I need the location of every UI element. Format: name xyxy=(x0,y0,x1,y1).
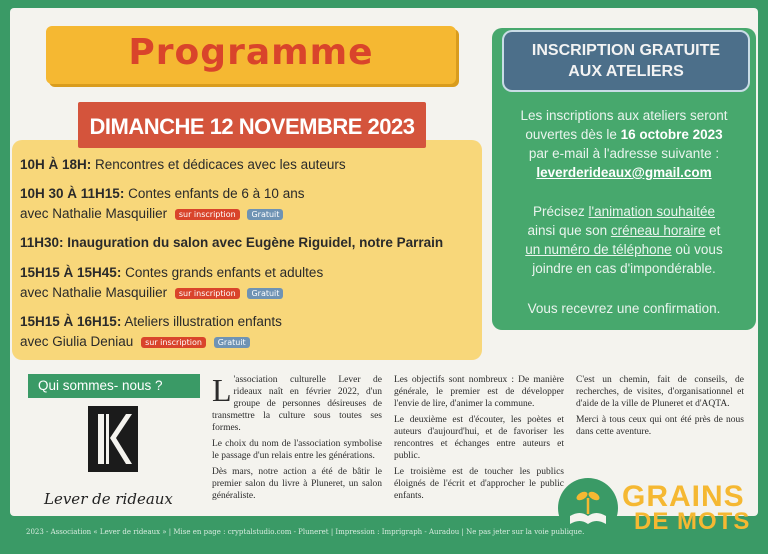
about-paragraph: Merci à tous ceux qui ont été près de nous dans cette aventure. xyxy=(576,415,744,437)
about-paragraph: Le choix du nom de l'association symbolise le passage d'un relais entre les générations. xyxy=(212,439,382,461)
schedule-host: avec Nathalie Masquilier xyxy=(20,206,168,221)
inscription-title xyxy=(504,40,748,82)
schedule-text: Ateliers illustration enfants xyxy=(121,314,282,329)
inscription-tag: sur inscription xyxy=(175,209,240,220)
about-column-1 xyxy=(212,374,382,506)
association-logo xyxy=(86,404,140,474)
inscription-text: où vous xyxy=(671,242,723,257)
inscription-paragraph-1 xyxy=(496,106,752,182)
programme-title: Programme xyxy=(128,32,374,73)
footer-credits: 2023 - Association « Lever de rideaux » | Mise en page : cryptalstudio.com - Pluneret | Impression : Imprigraph - Auradou | Ne pas jeter sur la voie publique. xyxy=(26,528,585,536)
schedule-item xyxy=(20,235,443,250)
inscription-text: ouvertes dès le xyxy=(525,127,621,142)
schedule-item xyxy=(20,265,323,280)
inscription-tag: sur inscription xyxy=(141,337,206,348)
logo-name: Lever de rideaux xyxy=(44,490,173,508)
inscription-text: par e-mail à l'adresse suivante : xyxy=(528,146,720,161)
schedule-host: avec Nathalie Masquilier xyxy=(20,285,168,300)
schedule-item xyxy=(20,186,304,201)
schedule-item xyxy=(20,314,282,329)
schedule-text: Contes grands enfants et adultes xyxy=(121,265,324,280)
drop-cap: L xyxy=(212,372,232,408)
schedule-text: Rencontres et dédicaces avec les auteurs xyxy=(91,157,346,172)
about-paragraph xyxy=(212,374,382,434)
free-tag: Gratuit xyxy=(247,209,283,220)
schedule-time: 10H À 18H: xyxy=(20,157,92,172)
inscription-paragraph-2 xyxy=(496,202,752,278)
brand-line2: DE MOTS xyxy=(634,508,751,535)
inscription-text: créneau horaire xyxy=(610,223,706,238)
inscription-text xyxy=(496,221,752,240)
schedule-time: 15H15 À 16H15: xyxy=(20,314,122,329)
schedule-host: avec Giulia Deniau xyxy=(20,334,134,349)
free-tag: Gratuit xyxy=(247,288,283,299)
inscription-text: l'animation souhaitée xyxy=(588,204,715,219)
inscription-text: Les inscriptions aux ateliers seront xyxy=(520,108,728,123)
schedule-text: Contes enfants de 6 à 10 ans xyxy=(124,186,305,201)
inscription-text xyxy=(496,125,752,144)
schedule-item-host xyxy=(20,285,283,300)
inscription-title-line2: AUX ATELIERS xyxy=(568,63,684,80)
about-paragraph: C'est un chemin, fait de conseils, de recherches, de visites, d'organisationnel et d'aide de la ville de Pluneret et d'AQTA. xyxy=(576,375,744,409)
schedule-item-host xyxy=(20,334,250,349)
inscription-text xyxy=(496,240,752,259)
about-paragraph: Les objectifs sont nombreux : De manière générale, le premier est de développer l'envie de lire, d'animer la commune. xyxy=(394,375,564,409)
about-column-3 xyxy=(576,374,744,442)
about-paragraph: Dès mars, notre action a été de bâtir le premier salon du livre à Pluneret, un salon généraliste. xyxy=(212,467,382,501)
inscription-text: et xyxy=(705,223,721,238)
date-banner xyxy=(78,102,426,148)
schedule-time: 11H30: xyxy=(20,235,64,250)
inscription-text: Précisez xyxy=(533,204,589,219)
about-paragraph: Le troisième est de toucher les publics éloignés de l'écrit et d'approcher le public enfants. xyxy=(394,467,564,501)
inscription-confirmation: Vous recevrez une confirmation. xyxy=(527,301,721,316)
inscription-text: un numéro de téléphone xyxy=(525,242,672,257)
inscription-header xyxy=(502,30,750,92)
about-paragraph: Le deuxième est d'écouter, les poètes et auteurs d'aujourd'hui, et de favoriser les rencontres et échanges entre auteurs et public. xyxy=(394,415,564,461)
about-column-2 xyxy=(394,374,564,506)
schedule-item-host xyxy=(20,206,283,221)
programme-header xyxy=(46,26,456,84)
opening-date: 16 octobre 2023 xyxy=(620,127,723,142)
event-date: DIMANCHE 12 NOVEMBRE 2023 xyxy=(89,114,415,139)
email-line xyxy=(496,163,752,182)
inscription-text: joindre en cas d'impondérable. xyxy=(532,261,716,276)
schedule-time: 15H15 À 15H45: xyxy=(20,265,122,280)
schedule-text: Inauguration du salon avec Eugène Riguidel, notre Parrain xyxy=(63,235,444,250)
schedule-item xyxy=(20,157,346,172)
about-text: 'association culturelle Lever de rideaux naît en février 2022, d'un groupe de personnes désireuses de transmettre la culture sous toutes ses formes. xyxy=(212,375,382,433)
inscription-tag: sur inscription xyxy=(175,288,240,299)
free-tag: Gratuit xyxy=(214,337,250,348)
brand-line1: GRAINS xyxy=(622,480,745,513)
inscription-text: ainsi que son xyxy=(527,223,611,238)
email-link[interactable]: leverderideaux@gmail.com xyxy=(536,165,712,180)
inscription-title-line1: INSCRIPTION GRATUITE xyxy=(531,42,721,59)
logo-icon xyxy=(86,404,140,474)
inscription-text xyxy=(496,202,752,221)
schedule-time: 10H 30 À 11H15: xyxy=(20,186,125,201)
about-label: Qui sommes- nous ? xyxy=(28,374,200,398)
